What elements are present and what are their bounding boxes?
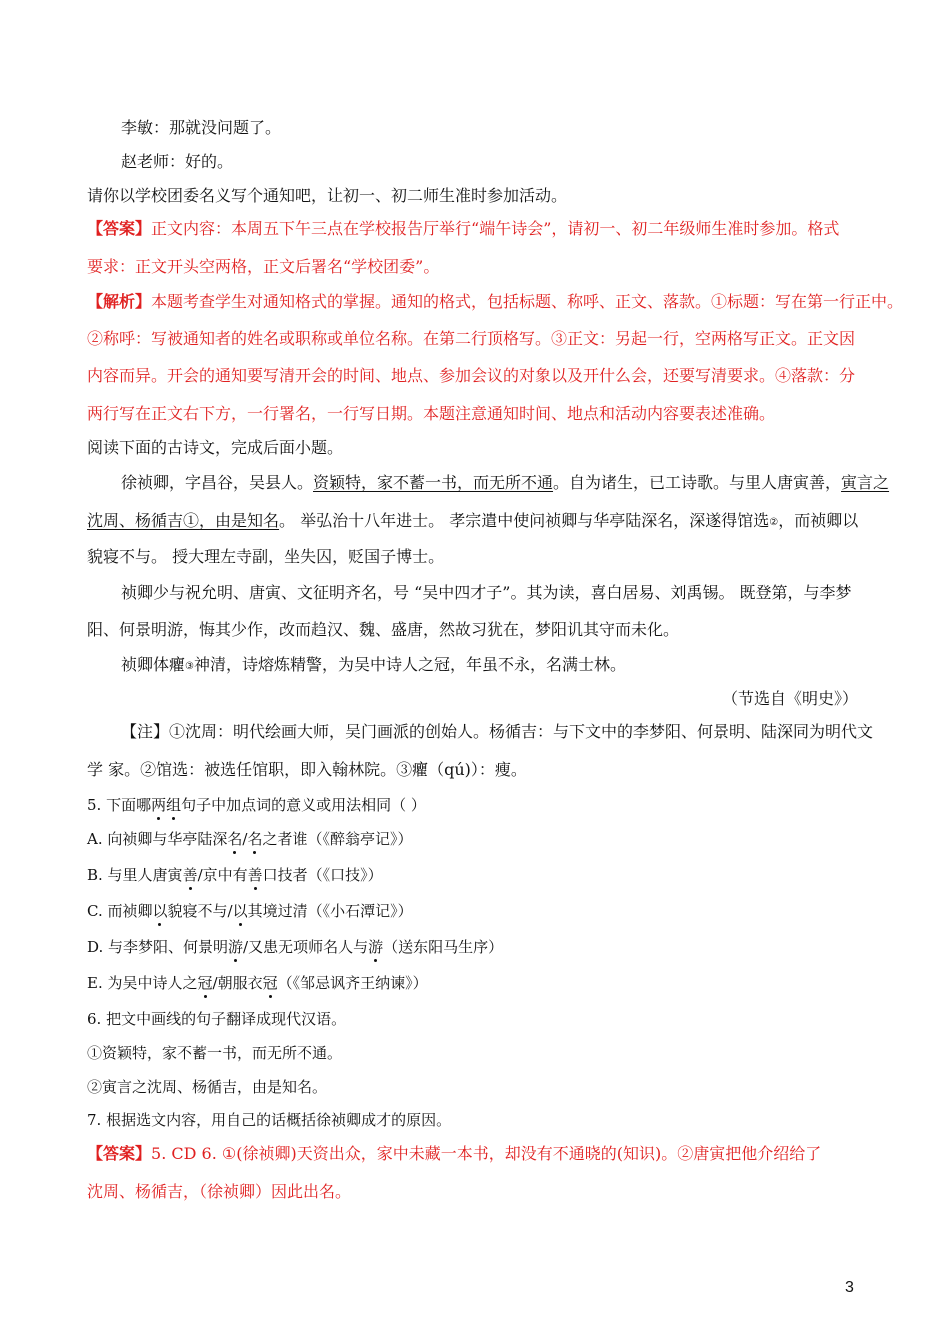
dotted-char: 组	[166, 796, 182, 814]
underlined-sentence-1: 资颖特，家不蓄一书，而无所不通	[313, 473, 554, 492]
answer-tag: 【答案】	[87, 219, 152, 238]
reading-intro: 阅读下面的古诗文，完成后面小题。	[87, 438, 344, 457]
passage-text: ，而祯卿以	[778, 511, 859, 530]
answer-text: 正文内容：本周五下午三点在学校报告厅举行“端午诗会”，请初一、初二年级师生准时参加。格式	[151, 219, 840, 238]
question-5-option-d	[87, 937, 503, 957]
option-text: B. 与里人唐寅	[87, 866, 183, 884]
option-text: /朝服衣	[212, 974, 263, 992]
option-text: （送东阳马生序）	[383, 938, 504, 956]
dialog-li-min: 李敏：那就没问题了。	[121, 118, 282, 137]
footnote-marker-3: ③	[185, 661, 194, 672]
option-text: 貌寝不与/	[167, 902, 233, 920]
answer-1-line-2: 要求：正文开头空两格，正文后署名“学校团委”。	[87, 257, 440, 276]
answer-2-line-2: 沈周、杨循吉，（徐祯卿）因此出名。	[87, 1182, 352, 1201]
analysis-line-4: 两行写在正文右下方，一行署名，一行写日期。本题注意通知时间、地点和活动内容要表述准确。	[87, 404, 776, 423]
option-text: 其境过清（《小石潭记》）	[247, 902, 413, 920]
question-6-item-1: ①资颖特，家不蓄一书，而无所不通。	[87, 1044, 343, 1062]
passage-line-3: 貌寝不与。 授大理左寺副，坐失囚，贬国子博士。	[87, 547, 445, 566]
question-5-option-a	[87, 829, 412, 849]
option-text: 口技者（《口技》）	[262, 866, 383, 884]
analysis-tag: 【解析】	[87, 292, 152, 311]
option-text: /又患无项师名人与	[243, 938, 369, 956]
analysis-line-3: 内容而异。开会的通知要写清开会的时间、地点、参加会议的对象以及开什么会，还要写清要求。④落款：分	[87, 366, 856, 385]
passage-text: 徐祯卿，字昌谷，吴县人。	[121, 473, 314, 492]
notes-line-1: 【注】①沈周：明代绘画大师，吴门画派的创始人。杨循吉：与下文中的李梦阳、何景明、陆深同为明代文	[121, 722, 874, 741]
dotted-word: 名	[247, 830, 263, 848]
dotted-word: 游	[368, 938, 384, 956]
option-text: C. 而祯卿	[87, 902, 153, 920]
question-5-stem	[87, 795, 426, 815]
passage-text: 神清，诗熔炼精警，为吴中诗人之冠，年虽不永，名满士林。	[193, 655, 626, 674]
footnote-marker-2: ②	[769, 517, 779, 528]
passage-text: 。 举弘治十八年进士。 孝宗遣中使问祯卿与华亭陆深名，深遂得馆选	[279, 511, 770, 530]
footnote-marker-1: ①	[183, 511, 200, 530]
option-text: /京中有	[197, 866, 248, 884]
option-text: E. 为吴中诗人之	[87, 974, 198, 992]
passage-line-5: 阳、何景明游，悔其少作，改而趋汉、魏、盛唐，然故习犹在，梦阳讥其守而未化。	[87, 620, 680, 639]
dotted-word: 善	[247, 866, 263, 884]
option-text: /	[242, 830, 248, 848]
dialog-zhao-teacher: 赵老师：好的。	[121, 152, 234, 171]
dotted-word: 游	[228, 938, 244, 956]
page-number: 3	[845, 1279, 854, 1296]
notes-line-2: 学 家。②馆选：被选任馆职，即入翰林院。③癯（qú)）：瘦。	[87, 760, 527, 779]
dotted-word: 冠	[197, 974, 213, 992]
dotted-word: 冠	[262, 974, 278, 992]
writing-task: 请你以学校团委名义写个通知吧，让初一、初二师生准时参加活动。	[87, 186, 568, 205]
underlined-sentence-2-start: 寅言之	[841, 473, 890, 492]
passage-text: 祯卿体癯	[121, 655, 186, 674]
question-5-option-c	[87, 901, 413, 921]
answer-2-line-1	[87, 1144, 821, 1164]
question-7-stem: 7. 根据选文内容，用自己的话概括徐祯卿成才的原因。	[87, 1111, 452, 1129]
option-text: A. 向祯卿与华亭陆深	[87, 830, 228, 848]
passage-line-6	[121, 655, 626, 677]
passage-text: 。自为诸生，已工诗歌。与里人唐寅善，	[553, 473, 842, 492]
answer-text: 5. CD 6. ①(徐祯卿)天资出众，家中未藏一本书，却没有不通晓的(知识)。②唐寅把他介绍给了	[151, 1144, 822, 1163]
passage-line-1	[121, 473, 889, 493]
underlined-sentence-2-end: ，由是知名	[199, 511, 280, 530]
analysis-line-2: ②称呼：写被通知者的姓名或职称或单位名称。在第二行顶格写。③正文：另起一行，空两格写正文。正文因	[87, 329, 856, 348]
option-text: （《邹忌讽齐王纳谏》）	[277, 974, 428, 992]
question-5-option-e	[87, 973, 428, 993]
question-6-item-2: ②寅言之沈周、杨循吉，由是知名。	[87, 1078, 328, 1096]
analysis-text: 本题考查学生对通知格式的掌握。通知的格式，包括标题、称呼、正文、落款。①标题：写在第一行正中。	[151, 292, 904, 311]
passage-source: （节选自《明史》）	[721, 689, 858, 708]
dotted-word: 以	[152, 902, 168, 920]
passage-line-4: 祯卿少与祝允明、唐寅、文征明齐名，号 “吴中四才子”。其为读，喜白居易、刘禹锡。 既登第，与李梦	[121, 583, 852, 602]
dotted-word: 善	[182, 866, 198, 884]
option-text: D. 与李梦阳、何景明	[87, 938, 229, 956]
answer-1-line-1	[87, 219, 839, 239]
option-text: 之者谁（《醉翁亭记》）	[262, 830, 413, 848]
question-text: 5. 下面哪	[87, 796, 152, 814]
dotted-word: 名	[227, 830, 243, 848]
dotted-char: 两	[151, 796, 167, 814]
question-5-option-b	[87, 865, 383, 885]
underlined-sentence-2-mid: 沈周、杨循吉	[87, 511, 184, 530]
answer-tag: 【答案】	[87, 1144, 152, 1163]
question-6-stem: 6. 把文中画线的句子翻译成现代汉语。	[87, 1010, 347, 1028]
dotted-word: 以	[232, 902, 248, 920]
passage-line-2	[87, 511, 858, 533]
analysis-line-1	[87, 292, 903, 312]
question-text: 句子中加点词的意义或用法相同（ ）	[181, 796, 426, 814]
